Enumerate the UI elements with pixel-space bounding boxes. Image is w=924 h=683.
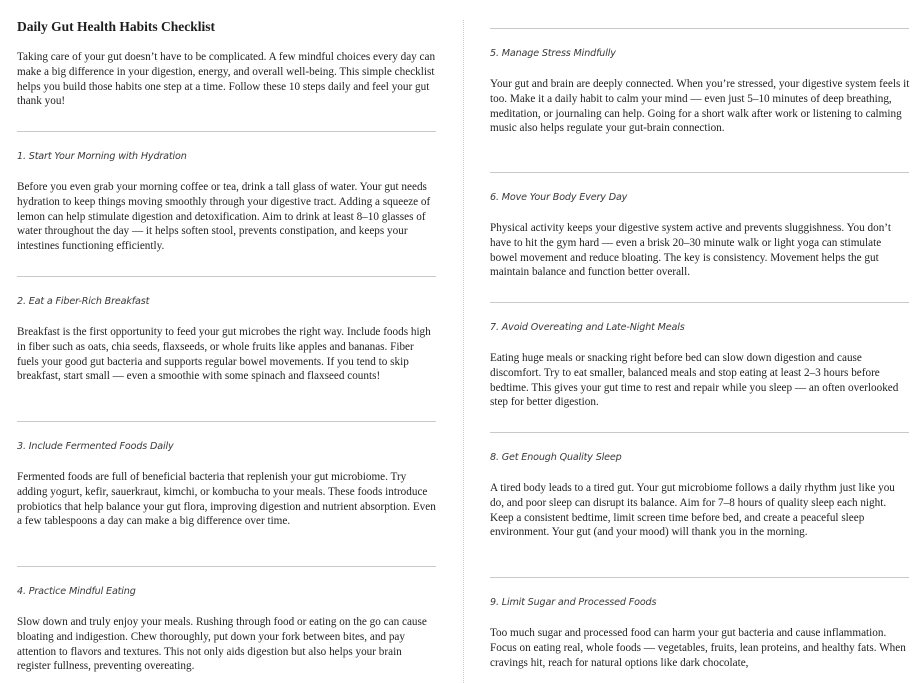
- document-title: Daily Gut Health Habits Checklist: [17, 19, 216, 34]
- section-body-1: Before you even grab your morning coffee or tea, drink a tall glass of water. Your gut needs hydration to keep things moving smoothly through your digestive tract. Adding a squeeze of lemon can help stimulate digestion and detoxification. Aim to drink at least 8–10 glasses of water throughout the day — it helps soften stool, prevents constipation, and keeps your intestines functioning efficiently.: [17, 181, 431, 253]
- section-divider: [490, 28, 909, 29]
- section-divider: [490, 302, 909, 303]
- section-body-6: Physical activity keeps your digestive system active and prevents sluggishness. You don’t have to hit the gym hard — even a brisk 20–30 minute walk or light yoga can stimulate bowel movement and reduce bloating. The key is consistency. Movement helps the gut maintain balance and function better overall.: [490, 222, 891, 279]
- section-body-9: Too much sugar and processed food can harm your gut bacteria and cause inflammation. Focus on eating real, whole foods — vegetables, fruits, lean proteins, and healthy fats. When cravings hit, reach for natural options like dark chocolate,: [490, 627, 906, 669]
- section-body-3: Fermented foods are full of beneficial bacteria that replenish your gut microbiome. Try adding yogurt, kefir, sauerkraut, kimchi, or kombucha to your meals. These foods introduce probiotics that help balance your gut flora, improving digestion and nutrient absorption. Even a few tablespoons a day can make a big difference over time.: [17, 471, 436, 528]
- section-heading-3: 3. Include Fermented Foods Daily: [17, 441, 174, 452]
- section-divider: [490, 432, 909, 433]
- section-body-8: A tired body leads to a tired gut. Your gut microbiome follows a daily rhythm just like you do, and poor sleep can disrupt its balance. Aim for 7–8 hours of quality sleep each night. Keep a consistent bedtime, limit screen time before bed, and create a peaceful sleep environment. Your gut (and your mood) will thank you in the morning.: [490, 482, 895, 539]
- section-heading-1: 1. Start Your Morning with Hydration: [17, 151, 187, 162]
- section-divider: [17, 421, 436, 422]
- section-divider: [490, 172, 909, 173]
- section-body-4: Slow down and truly enjoy your meals. Rushing through food or eating on the go can cause bloating and indigestion. Chew thoroughly, put down your fork between bites, and pay attention to flavors and textures. This not only aids digestion but also helps your brain register fullness, preventing overeating.: [17, 616, 427, 673]
- section-body-2: Breakfast is the first opportunity to feed your gut microbes the right way. Include foods high in fiber such as oats, chia seeds, flaxseeds, or whole fruits like apples and bananas. Fiber fuels your good gut bacteria and supports regular bowel movements. If you tend to skip breakfast, start small — even a smoothie with some spinach and flaxseed counts!: [17, 326, 431, 383]
- section-heading-5: 5. Manage Stress Mindfully: [490, 48, 616, 59]
- section-divider: [490, 577, 909, 578]
- intro-paragraph: Taking care of your gut doesn’t have to be complicated. A few mindful choices every day can make a big difference in your digestion, energy, and overall well-being. This simple checklist helps you build those habits one step at a time. Follow these 10 steps daily and feel your gut thank you!: [17, 51, 436, 108]
- section-heading-4: 4. Practice Mindful Eating: [17, 586, 136, 597]
- section-heading-9: 9. Limit Sugar and Processed Foods: [490, 597, 657, 608]
- section-heading-7: 7. Avoid Overeating and Late-Night Meals: [490, 322, 685, 333]
- section-body-5: Your gut and brain are deeply connected. When you’re stressed, your digestive system feels it too. Make it a daily habit to calm your mind — even just 5–10 minutes of deep breathing, meditation, or journaling can help. Going for a short walk after work or listening to calming music also helps regulate your gut-brain connection.: [490, 78, 910, 135]
- section-divider: [17, 131, 436, 132]
- section-divider: [17, 566, 436, 567]
- section-heading-8: 8. Get Enough Quality Sleep: [490, 452, 622, 463]
- section-heading-6: 6. Move Your Body Every Day: [490, 192, 628, 203]
- section-heading-2: 2. Eat a Fiber-Rich Breakfast: [17, 296, 150, 307]
- section-body-7: Eating huge meals or snacking right before bed can slow down digestion and cause discomfort. Try to eat smaller, balanced meals and stop eating at least 2–3 hours before bedtime. This gives your gut time to rest and repair while you sleep — an often overlooked step for better digestion.: [490, 352, 899, 409]
- column-separator: [463, 20, 464, 683]
- section-divider: [17, 276, 436, 277]
